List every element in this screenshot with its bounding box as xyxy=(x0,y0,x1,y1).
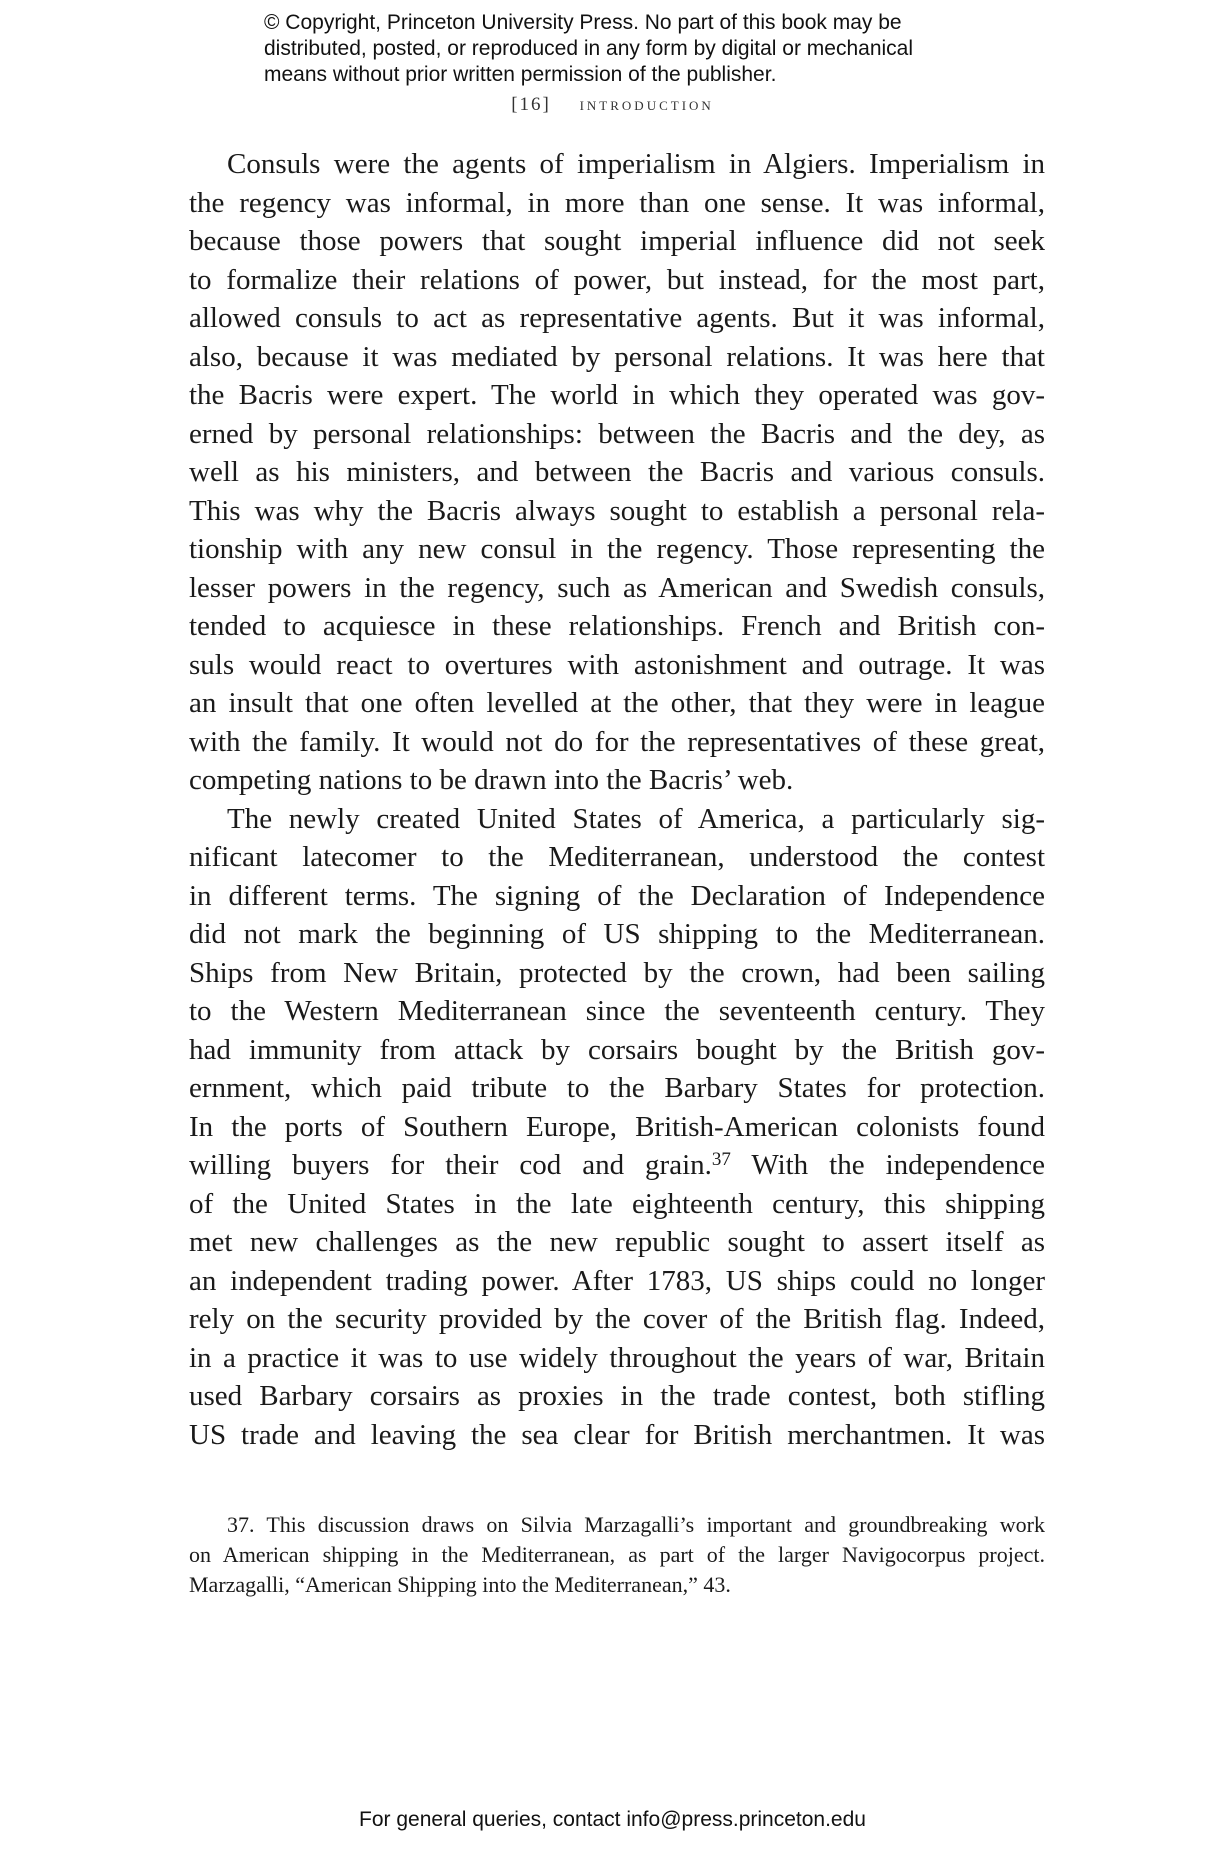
text-line: met new challenges as the new republic sought to assert itself as xyxy=(189,1226,1045,1258)
text-line: competing nations to be drawn into the Bacris’ web. xyxy=(189,764,794,796)
text-line: suls would react to overtures with astonishment and outrage. It was xyxy=(189,648,1045,681)
text-segment: willing buyers for their cod and grain. xyxy=(189,1149,712,1181)
text-segment: With the independence xyxy=(730,1149,1045,1181)
text-line: tionship with any new consul in the regency. Those representing the xyxy=(189,533,1045,565)
text-line: had immunity from attack by corsairs bought by the British gov- xyxy=(189,1033,1045,1066)
text-line: used Barbary corsairs as proxies in the trade contest, both stifling xyxy=(189,1380,1045,1412)
text-line: an insult that one often levelled at the other, that they were in league xyxy=(189,687,1045,719)
paragraph-2 xyxy=(189,800,1045,1455)
text-line: because those powers that sought imperial influence did not seek xyxy=(189,225,1045,257)
text-line: nificant latecomer to the Mediterranean, understood the contest xyxy=(189,841,1045,873)
text-line: In the ports of Southern Europe, British-American colonists found xyxy=(189,1110,1045,1143)
text-line: US trade and leaving the sea clear for British merchantmen. It was xyxy=(189,1418,1045,1451)
text-line: did not mark the beginning of US shipping to the Mediterranean. xyxy=(189,918,1045,950)
footnote-line: 37. This discussion draws on Silvia Marzagalli’s important and groundbreaking work xyxy=(227,1512,1045,1537)
text-line: This was why the Bacris always sought to establish a personal rela- xyxy=(189,494,1045,527)
text-line: tended to acquiesce in these relationships. French and British con- xyxy=(189,610,1045,642)
footnote-marker[interactable]: 37 xyxy=(711,1149,731,1170)
text-line: allowed consuls to act as representative agents. But it was informal, xyxy=(189,302,1045,334)
footer-contact: For general queries, contact info@press.princeton.edu xyxy=(359,1808,866,1831)
text-line: also, because it was mediated by personal relations. It was here that xyxy=(189,340,1045,373)
text-line: to formalize their relations of power, but instead, for the most part, xyxy=(189,263,1045,296)
text-line: the regency was informal, in more than one sense. It was informal, xyxy=(189,186,1045,219)
footnote xyxy=(189,1510,1045,1600)
footnote-line: Marzagalli, “American Shipping into the Mediterranean,” 43. xyxy=(189,1572,731,1597)
paragraph-1 xyxy=(189,145,1045,800)
running-head xyxy=(0,94,1225,116)
section-title: introduction xyxy=(579,94,714,115)
text-line: of the United States in the late eighteenth century, this shipping xyxy=(189,1187,1045,1220)
text-line: The newly created United States of America, a particularly sig- xyxy=(227,802,1045,835)
text-line-with-footnote xyxy=(189,1146,1045,1185)
body-text xyxy=(189,145,1045,1454)
text-line: to the Western Mediterranean since the seventeenth century. They xyxy=(189,995,1045,1027)
text-line: well as his ministers, and between the Bacris and various consuls. xyxy=(189,456,1045,488)
text-line: an independent trading power. After 1783, US ships could no longer xyxy=(189,1264,1045,1297)
copyright-notice xyxy=(264,10,1024,88)
footnote-line: on American shipping in the Mediterranean, as part of the larger Navigocorpus project. xyxy=(189,1542,1045,1567)
text-line: Ships from New Britain, protected by the crown, had been sailing xyxy=(189,956,1045,989)
text-line: rely on the security provided by the cover of the British flag. Indeed, xyxy=(189,1303,1045,1335)
copyright-line: distributed, posted, or reproduced in any form by digital or mechanical xyxy=(264,37,914,60)
text-line: in a practice it was to use widely throughout the years of war, Britain xyxy=(189,1341,1045,1374)
copyright-line: means without prior written permission of the publisher. xyxy=(264,63,777,86)
text-line: in different terms. The signing of the Declaration of Independence xyxy=(189,879,1045,912)
text-line: erned by personal relationships: between the Bacris and the dey, as xyxy=(189,417,1045,450)
text-line: ernment, which paid tribute to the Barbary States for protection. xyxy=(189,1072,1045,1104)
page-number: [16] xyxy=(511,94,551,115)
text-line: Consuls were the agents of imperialism in Algiers. Imperialism in xyxy=(227,148,1045,180)
text-line: the Bacris were expert. The world in which they operated was gov- xyxy=(189,379,1045,411)
text-line: lesser powers in the regency, such as American and Swedish consuls, xyxy=(189,571,1045,604)
text-line: with the family. It would not do for the representatives of these great, xyxy=(189,725,1045,758)
copyright-line: © Copyright, Princeton University Press. No part of this book may be xyxy=(264,11,902,34)
